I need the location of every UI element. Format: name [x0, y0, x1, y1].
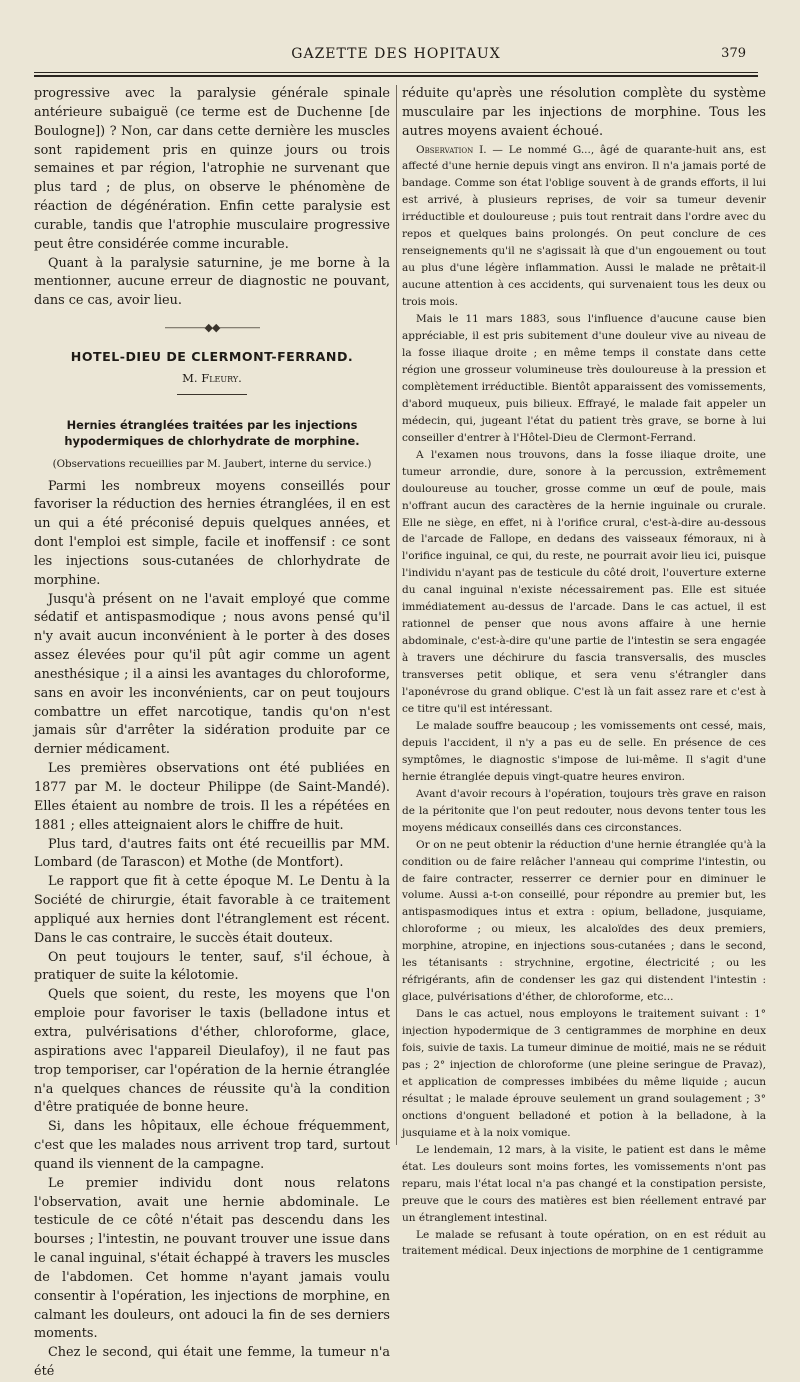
paragraph: Plus tard, d'autres faits ont été recueillis par MM. Lombard (de Tarascon) et Mothe (de Montfort). — [34, 836, 390, 871]
paragraph: Les premières observations ont été publiées en 1877 par M. le docteur Philippe (de Saint-Mandé). Elles étaient au nombre de trois. Il les a répétées en 1881 ; elles atteignaient alors le chiffre de huit. — [34, 761, 390, 833]
paragraph: Quels que soient, du reste, les moyens que l'on emploie pour favoriser le taxis (belladone intus et extra, pulvérisations d'éther, chloroforme, glace, aspirations avec l'appareil Dieulafoy), il ne faut pas trop temporiser, car l'opération de la hernie étranglée n'a quelques chances de réussite qu'à la condition d'être pratiquée de bonne heure. — [34, 987, 390, 1116]
paragraph: Le premier individu dont nous relatons l'observation, avait une hernie abdominale. Le testicule de ce côté n'était pas descendu dans les bourses ; l'intestin, ne pouvant trouver une issue dans le canal inguinal, s'était échappé à travers les muscles de l'abdomen. Cet homme n'ayant jamais voulu consentir à l'opération, les injections de morphine, en calmant les douleurs, ont adouci la fin de ses derniers moments. — [34, 1175, 390, 1342]
header-rule-thick — [34, 75, 758, 77]
left-column — [34, 85, 390, 1380]
paragraph: réduite qu'après une résolution complète du système musculaire par les injections de morphine. Tous les autres moyens avaient échoué. — [402, 86, 766, 139]
paragraph: Quant à la paralysie saturnine, je me borne à la mentionner, aucune erreur de diagnostic ne pouvant, dans ce cas, avoir lieu. — [34, 255, 390, 309]
paragraph: Le malade se refusant à toute opération, on en est réduit au traitement médical. Deux injections de morphine de 1 centigramme — [402, 1228, 766, 1258]
paragraph: Si, dans les hôpitaux, elle échoue fréquemment, c'est que les malades nous arrivent trop tard, surtout quand ils viennent de la campagne. — [34, 1119, 390, 1172]
paragraph: Le lendemain, 12 mars, à la visite, le patient est dans le même état. Les douleurs sont moins fortes, les vomissements n'ont pas reparu, mais l'état local n'a pas changé et la constipation persiste, preuve que le cours des matières est bien réellement entravé par un étranglement intestinal. — [402, 1143, 766, 1224]
paragraph: Mais le 11 mars 1883, sous l'influence d'aucune cause bien appréciable, il est pris subitement d'une douleur vive au niveau de la fosse iliaque droite ; en même temps il constate dans cette région une grosseur volumineuse très douloureuse à la pression et complètement irréductible. Bientôt apparaissent des vomissements, d'abord muqueux, puis bilieux. Effrayé, le malade fait appeler un médecin, qui, jugeant l'état du patient très grave, se borne à lui conseiller d'entrer à l'Hôtel-Dieu de Clermont-Ferrand. — [402, 313, 766, 444]
article-title: Hernies étranglées traitées par les injections hypodermiques de chlorhydrate de morphine. — [64, 417, 360, 448]
paragraph: progressive avec la paralysie générale spinale antérieure subaiguë (ce terme est de Duchenne [de Boulogne]) ? Non, car dans cette dernière les muscles sont rapidement pris en quinze jours ou trois semaines et par région, l'atrophie ne survenant que plus tard ; de plus, on observe le phénomène de réaction de dégénération. Enfin cette paralysie est curable, tandis que l'atrophie musculaire progressive peut être considérée comme incurable. — [34, 86, 390, 252]
paragraph: Le rapport que fit à cette époque M. Le Dentu à la Société de chirurgie, était favorable à ce traitement appliqué aux hernies dont l'étranglement est récent. Dans le cas contraire, le succès était douteux. — [34, 874, 390, 946]
page-number: 379 — [721, 46, 746, 61]
paragraph: Or on ne peut obtenir la réduction d'une hernie étranglée qu'à la condition ou de faire relâcher l'anneau qui comprime l'intestin, ou de faire contracter, resserrer ce dernier pour en diminuer le volume. Aussi a-t-on conseillé, pour répondre au premier but, les antispasmodiques intus et extra : opium, belladone, jusquiame, chloroforme ; ou mieux, les alcaloïdes des deux premiers, morphine, atropine, en injections sous-cutanées ; dans le second, les tétanisants : strychnine, ergotine, électricité ; ou les réfrigérants, afin de condenser les gaz qui distendent l'intestin : glace, pulvérisations d'éther, de chloroforme, etc... — [402, 838, 766, 1004]
column-divider — [396, 85, 397, 1145]
paragraph: On peut toujours le tenter, sauf, s'il échoue, à pratiquer de suite la kélotomie. — [34, 949, 390, 984]
section-heading: HOTEL-DIEU DE CLERMONT-FERRAND. — [70, 348, 354, 364]
observation-paragraph — [402, 142, 766, 312]
journal-title: GAZETTE DES HOPITAUX — [291, 46, 501, 62]
section-ornament: ————◆◆———— — [164, 321, 260, 335]
paragraph: Parmi les nombreux moyens conseillés pour favoriser la réduction des hernies étranglées, il en est un qui a été préconisé depuis quelques années, et dont l'emploi est simple, facile et inoffensif : ce sont les injections sous-cutanées de chlorhydrate de morphine. — [34, 478, 390, 588]
paragraph: Chez le second, qui était une femme, la tumeur n'a été — [34, 1345, 390, 1380]
observation-label: Observation I. — [416, 143, 487, 156]
article-subtitle: (Observations recueillies par M. Jaubert, interne du service.) — [52, 457, 372, 470]
paragraph: A l'examen nous trouvons, dans la fosse iliaque droite, une tumeur arrondie, dure, sonore à la percussion, extrêmement douloureuse au toucher, grosse comme un œuf de poule, mais n'offrant aucun des caractères de la hernie inguinale ou crurale. Elle ne siège, en effet, ni à l'orifice crural, c'est-à-dire au-dessous de l'arcade de Fallope, en dedans des vaisseaux fémoraux, ni à l'orifice inguinal, ce qui, du reste, ne pourrait avoir lieu ici, puisque l'individu n'ayant pas de testicule du côté droit, l'ouverture externe du canal inguinal n'existe nécessairement pas. Elle est située immédiatement au-dessus de l'arcade. Dans le cas actuel, il est rationnel de penser que nous avons affaire à une hernie abdominale, c'est-à-dire qu'une partie de l'intestin se sera engagée à travers une déchirure du fascia transversalis, des muscles transverses petit oblique, et sera venu s'étrangler dans l'aponévrose du grand oblique. C'est là un fait assez rare et c'est à ce titre qu'il est intéressant. — [402, 448, 766, 715]
paragraph: Dans le cas actuel, nous employons le traitement suivant : 1° injection hypodermique de 3 centigrammes de morphine en deux fois, suivie de taxis. La tumeur diminue de moitié, mais ne se réduit pas ; 2° injection de chloroforme (une pleine seringue de Pravaz), et application de compresses imbibées du même liquide ; aucun résultat ; le malade éprouve seulement un grand soulagement ; 3° onctions d'onguent belladoné et potion à la belladone, à la jusquiame et à la noix vomique. — [402, 1008, 766, 1139]
paragraph: Avant d'avoir recours à l'opération, toujours très grave en raison de la péritonite que l'on peut redouter, nous devons tenter tous les moyens médicaux conseillés dans ces circonstances. — [402, 787, 766, 834]
author-name: M. Fleury. — [182, 370, 242, 385]
page-header — [34, 42, 758, 68]
observation-text: — Le nommé G..., âgé de quarante-huit ans, est affecté d'une hernie depuis vingt ans environ. Il n'a jamais porté de bandage. Comme son état l'oblige souvent à de grands efforts, il lui est arrivé, à plusieurs reprises, de voir sa tumeur devenir irréductible et douloureuse ; puis tout rentrait dans l'ordre avec du repos et quelques bains prolongés. On peut conclure de ces renseignements qu'il ne s'agissait là que d'un engouement ou tout au plus d'une légère inflammation. Aussi le malade ne prêtait-il aucune attention à ces accidents, qui survenaient tous les deux ou trois mois. — [402, 143, 766, 309]
right-column — [402, 85, 766, 1258]
paragraph: Le malade souffre beaucoup ; les vomissements ont cessé, mais, depuis l'accident, il n'y a pas eu de selle. En présence de ces symptômes, le diagnostic s'impose de lui-même. Il s'agit d'une hernie étranglée depuis vingt-quatre heures environ. — [402, 719, 766, 783]
paragraph: Jusqu'à présent on ne l'avait employé que comme sédatif et antispasmodique ; nous avons pensé qu'il n'y avait aucun inconvénient à le porter à des doses assez élevées pour qu'il pût agir comme un agent anesthésique ; il a ainsi les avantages du chloroforme, sans en avoir les inconvénients, car on peut toujours combattre un effet narcotique, tandis qu'on n'est jamais sûr d'arrêter la sidération produite par ce dernier médicament. — [34, 591, 390, 758]
header-rule-thin — [34, 72, 758, 73]
author-rule — [177, 394, 247, 395]
